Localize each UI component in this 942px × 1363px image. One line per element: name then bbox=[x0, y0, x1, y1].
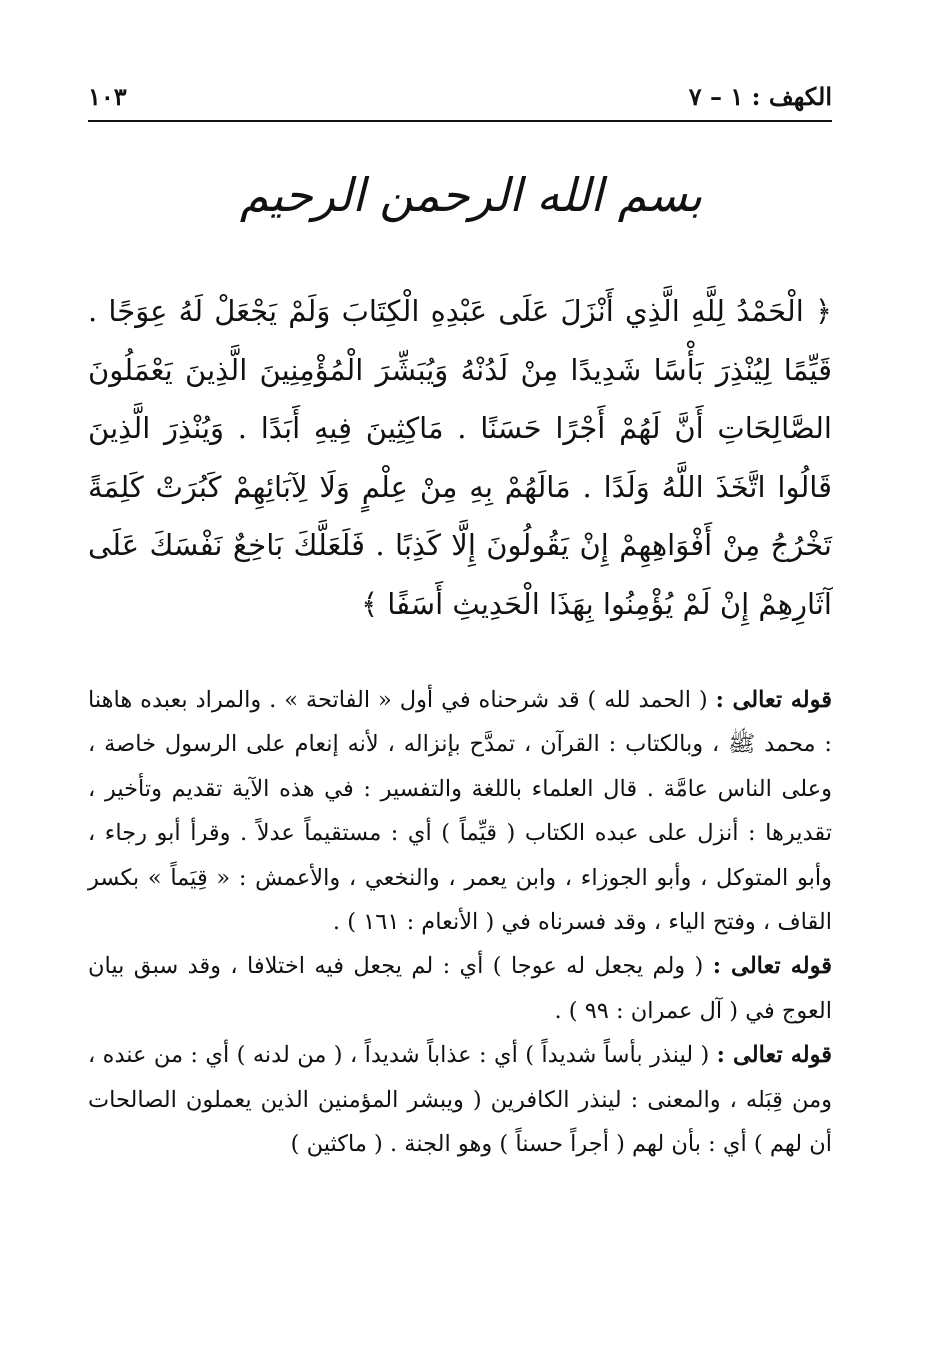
basmala-calligraphy: بسم الله الرحمن الرحيم bbox=[239, 168, 703, 222]
paragraph-lead: قوله تعالى : bbox=[715, 687, 832, 713]
running-title: الكهف : ١ – ٧ bbox=[688, 82, 832, 111]
commentary-paragraph bbox=[88, 1033, 832, 1166]
paragraph-text: ( ولم يجعل له عوجا ) أي : لم يجعل فيه اختلافا ، وقد سبق بيان العوج في ( آل عمران : ٩٩ ) . bbox=[88, 953, 832, 1024]
page-header bbox=[88, 78, 832, 118]
paragraph-text: ( الحمد لله ) قد شرحناه في أول « الفاتحة » . والمراد بعبده هاهنا : محمد ﷺ ، وبالكتاب : القرآن ، تمدَّح بإنزاله ، لأنه إنعام على الرسول خاصة ، وعلى الناس عامَّة . قال العلماء باللغة والتفسير : في هذه الآية تقديم وتأخير ، تقديرها : أنزل على عبده الكتاب ( قيِّماً ) أي : مستقيماً عدلاً . وقرأ أبو رجاء ، وأبو المتوكل ، وأبو الجوزاء ، وابن يعمر ، والنخعي ، والأعمش : « قِيَماً » بكسر القاف ، وفتح الياء ، وقد فسرناه في ( الأنعام : ١٦١ ) . bbox=[88, 687, 832, 936]
commentary-paragraph bbox=[88, 944, 832, 1033]
quran-verse-block: ﴿ الْحَمْدُ لِلَّهِ الَّذِي أَنْزَلَ عَلَى عَبْدِهِ الْكِتَابَ وَلَمْ يَجْعَلْ لَهُ عِوَجًا . قَيِّمًا لِيُنْذِرَ بَأْسًا شَدِيدًا مِنْ لَدُنْهُ وَيُبَشِّرَ الْمُؤْمِنِينَ الَّذِينَ يَعْمَلُونَ الصَّالِحَاتِ أَنَّ لَهُمْ أَجْرًا حَسَنًا . مَاكِثِينَ فِيهِ أَبَدًا . وَيُنْذِرَ الَّذِينَ قَالُوا اتَّخَذَ اللَّهُ وَلَدًا . مَالَهُمْ بِهِ مِنْ عِلْمٍ وَلَا لِآبَائِهِمْ كَبُرَتْ كَلِمَةً تَخْرُجُ مِنْ أَفْوَاهِهِمْ إِنْ يَقُولُونَ إِلَّا كَذِبًا . فَلَعَلَّكَ بَاخِعٌ نَفْسَكَ عَلَى آثَارِهِمْ إِنْ لَمْ يُؤْمِنُوا بِهَذَا الْحَدِيثِ أَسَفًا ﴾ bbox=[88, 294, 832, 621]
page-number: ١٠٣ bbox=[88, 82, 127, 111]
paragraph-lead: قوله تعالى : bbox=[716, 1042, 833, 1069]
header-rule bbox=[88, 120, 832, 122]
commentary bbox=[88, 678, 832, 1166]
paragraph-text: ( لينذر بأساً شديداً ) أي : عذاباً شديداً ، ( من لدنه ) أي : من عنده ، ومن قِبَله ، والمعنى : لينذر الكافرين ( ويبشر المؤمنين الذين يعملون الصالحات أن لهم ) أي : بأن لهم ( أجراً حسناً ) وهو الجنة . ( ماكثين ) bbox=[88, 1042, 832, 1158]
paragraph-lead: قوله تعالى : bbox=[712, 953, 832, 980]
commentary-paragraph bbox=[88, 678, 832, 944]
